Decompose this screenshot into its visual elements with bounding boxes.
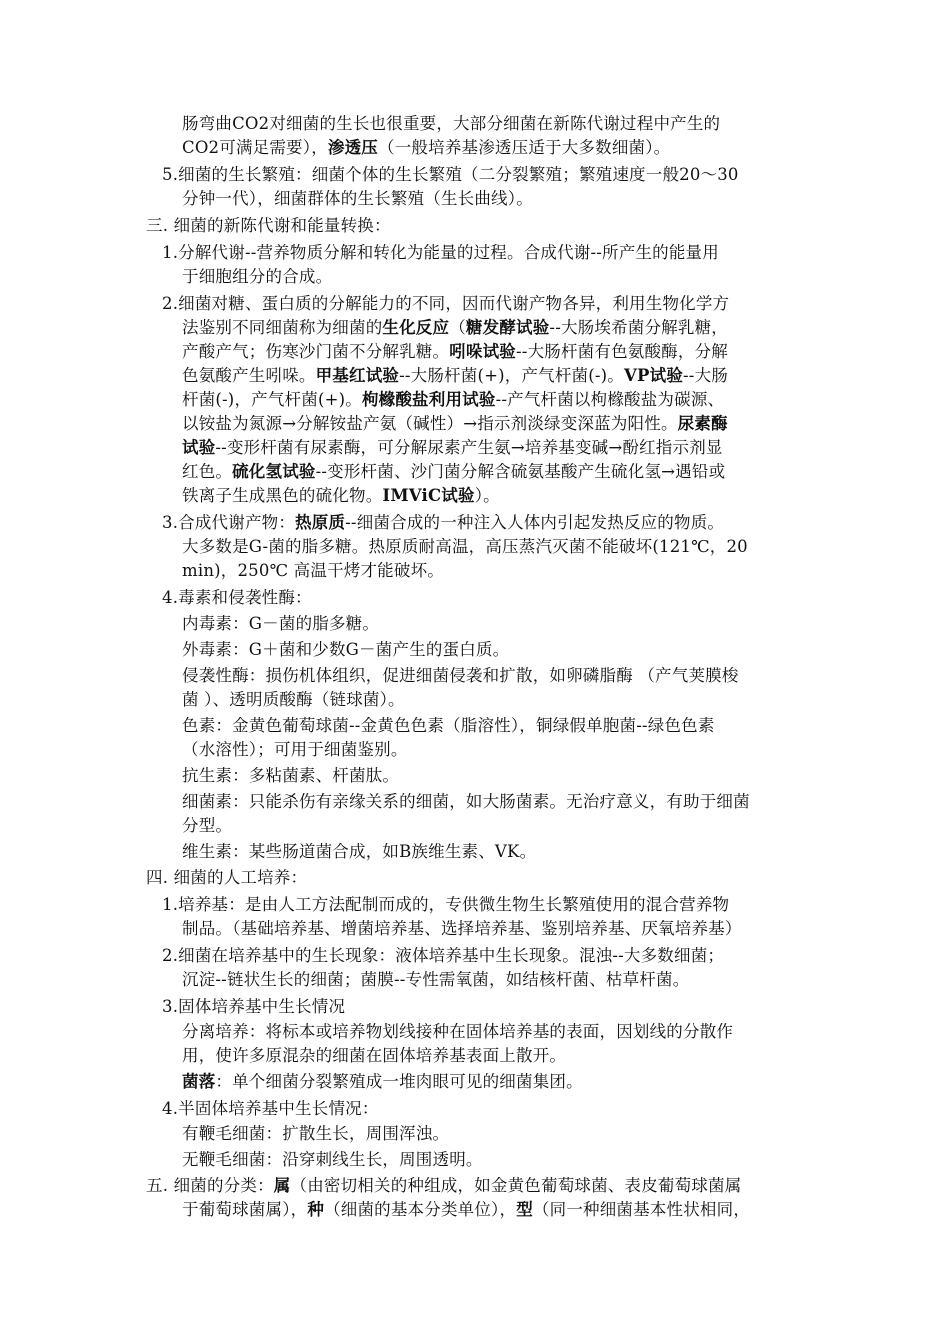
text-line (162, 511, 724, 535)
bold-term: 甲基红试验 (315, 366, 400, 385)
text-line (182, 714, 715, 738)
text-run: 内毒素：G－菌的脂多糖。 (182, 614, 380, 633)
text-line (182, 187, 533, 211)
text-line (182, 764, 399, 788)
text-run: 分离培养：将标本或培养物划线接种在固体培养基的表面，因划线的分散作 (182, 1022, 734, 1041)
text-run: 于细胞组分的合成。 (182, 267, 333, 286)
text-run: 菌 ）、透明质酸酶（链球菌）。 (182, 690, 405, 709)
text-run: min)，250℃ 高温干烤才能破坏。 (182, 561, 444, 580)
bold-term: 吲哚试验 (449, 342, 517, 361)
text-line (162, 163, 739, 187)
text-run: --变形杆菌、沙门菌分解含硫氨基酸产生硫化氢→遇铅或 (315, 462, 726, 481)
bold-term: 硫化氢试验 (232, 462, 316, 481)
text-run: 1.培养基：是由人工方法配制而成的，专供微生物生长繁殖使用的混合营养物 (162, 895, 730, 914)
bold-term: 热原质 (295, 513, 346, 532)
text-line (162, 241, 719, 265)
text-run: 侵袭性酶：损伤机体组织，促进细菌侵袭和扩散，如卵磷脂酶 （产气荚膜梭 (182, 666, 739, 685)
text-run: 五. 细菌的分类： (146, 1176, 274, 1195)
text-line (182, 1198, 750, 1222)
bold-term: 试验 (182, 438, 216, 457)
text-line (162, 995, 345, 1019)
text-run: 制品。（基础培养基、增菌培养基、选择培养基、鉴别培养基、厌氧培养基） (182, 919, 742, 938)
text-run: 2.细菌在培养基中的生长现象：液体培养基中生长现象。混浊--大多数细菌； (162, 946, 725, 965)
text-line (146, 866, 307, 890)
bold-term: 种 (307, 1200, 325, 1219)
text-run: 用，使许多原混杂的细菌在固体培养基表面上散开。 (182, 1046, 567, 1065)
text-line (182, 265, 332, 289)
text-run: ：单个细菌分裂繁殖成一堆肉眼可见的细菌集团。 (215, 1072, 583, 1091)
text-line (182, 638, 509, 662)
bold-term: VP试验 (624, 366, 684, 385)
bold-term: 生化反应 (382, 318, 450, 337)
text-line (182, 559, 444, 583)
text-line (146, 1174, 741, 1198)
text-line (182, 1070, 583, 1094)
text-run: （一般培养基渗透压适于大多数细菌）。 (378, 138, 671, 157)
text-line (182, 664, 739, 688)
bold-term: 属 (273, 1176, 291, 1195)
text-run: （细菌的基本分类单位）， (324, 1200, 517, 1219)
bold-term: 型 (516, 1200, 533, 1219)
text-run: --细菌合成的一种注入人体内引起发热反应的物质。 (345, 513, 725, 532)
bold-term: 渗透压 (327, 138, 379, 157)
text-run: 抗生素：多粘菌素、杆菌肽。 (182, 766, 400, 785)
text-run: 无鞭毛细菌：沿穿刺线生长，周围透明。 (182, 1150, 483, 1169)
text-run: --产气杆菌以枸橼酸盐为碳源、 (495, 390, 725, 409)
text-line (182, 460, 725, 484)
text-line (182, 112, 720, 136)
text-line (162, 893, 729, 917)
text-run: 大多数是G-菌的脂多糖。热原质耐高温，高压蒸汽灭菌不能破坏(121℃，20 (182, 537, 748, 556)
text-run: 色素：金黄色葡萄球菌--金黄色色素（脂溶性），铜绿假单胞菌--绿色色素 (182, 716, 715, 735)
text-run: --大肠埃希菌分解乳糖， (549, 318, 728, 337)
text-run: 3.固体培养基中生长情况 (162, 997, 346, 1016)
text-run: 沉淀--链状生长的细菌；菌膜--专性需氧菌，如结核杆菌、枯草杆菌。 (182, 970, 690, 989)
text-line (182, 1044, 566, 1068)
text-run: 5.细菌的生长繁殖：细菌个体的生长繁殖（二分裂繁殖；繁殖速度一般20～30 (162, 165, 739, 184)
text-run: --变形杆菌有尿素酶，可分解尿素产生氨→培养基变碱→酚红指示剂显 (215, 438, 723, 457)
text-line (162, 586, 312, 610)
text-line (182, 535, 748, 559)
text-line (182, 968, 689, 992)
text-run: --大肠杆菌有色氨酸酶，分解 (516, 342, 728, 361)
text-line (182, 388, 724, 412)
text-line (182, 1122, 449, 1146)
text-run: 于葡萄球菌属）， (182, 1200, 308, 1219)
text-run: 有鞭毛细菌：扩散生长，周围浑浊。 (182, 1124, 450, 1143)
text-line (182, 688, 405, 712)
bold-term: 菌落 (182, 1072, 216, 1091)
text-run: （水溶性）；可用于细菌鉴别。 (182, 740, 408, 759)
text-run: 法鉴别不同细菌称为细菌的 (182, 318, 383, 337)
text-line (162, 944, 724, 968)
text-run: 以铵盐为氮源→分解铵盐产氨（碱性）→指示剂淡绿变深蓝为阳性。 (182, 414, 678, 433)
text-line (182, 738, 408, 762)
text-run: 杆菌(-)，产气杆菌(+)。 (182, 390, 362, 409)
text-run: --大肠杆菌(+)，产气杆菌(-)。 (399, 366, 625, 385)
text-run: （同一种细菌基本性状相同， (532, 1200, 751, 1219)
bold-term: 糖发酵试验 (465, 318, 550, 337)
text-run: （ (449, 318, 466, 337)
text-run: 肠弯曲CO2对细菌的生长也很重要，大部分细菌在新陈代谢过程中产生的 (182, 114, 721, 133)
text-line (182, 136, 670, 160)
text-run: （由密切相关的种组成，如金黄色葡萄球菌、表皮葡萄球菌属 (290, 1176, 742, 1195)
text-line (182, 436, 723, 460)
text-line (182, 412, 728, 436)
text-line (182, 484, 500, 508)
text-run: 4.半固体培养基中生长情况： (162, 1099, 379, 1118)
text-line (182, 917, 742, 941)
text-line (182, 1148, 483, 1172)
text-run: 铁离子生成黑色的硫化物。 (182, 486, 383, 505)
text-run: --大肠 (683, 366, 728, 385)
text-line (182, 612, 379, 636)
text-run: 分型。 (182, 816, 233, 835)
text-line (162, 1097, 379, 1121)
text-run: 细菌素：只能杀伤有亲缘关系的细菌，如大肠菌素。无治疗意义，有助于细菌 (182, 792, 750, 811)
text-line (146, 214, 391, 238)
text-run: 1.分解代谢--营养物质分解和转化为能量的过程。合成代谢--所产生的能量用 (162, 243, 719, 262)
text-run: 三. 细菌的新陈代谢和能量转换： (146, 216, 391, 235)
text-run: 分钟一代），细菌群体的生长繁殖（生长曲线）。 (182, 189, 533, 208)
text-run: 产酸产气；伤寒沙门菌不分解乳糖。 (182, 342, 450, 361)
text-run: 红色。 (182, 462, 233, 481)
text-line (182, 814, 232, 838)
bold-term: 尿素酶 (677, 414, 728, 433)
bold-term: 枸橼酸盐利用试验 (361, 390, 496, 409)
text-line (182, 340, 728, 364)
text-line (182, 1020, 733, 1044)
text-line (182, 790, 750, 814)
text-line (162, 292, 729, 316)
text-run: CO2可满足需要）， (182, 138, 328, 157)
text-run: ）。 (474, 486, 500, 505)
text-run: 4.毒素和侵袭性酶： (162, 588, 312, 607)
text-run: 3.合成代谢产物： (162, 513, 296, 532)
text-run: 2.细菌对糖、蛋白质的分解能力的不同，因而代谢产物各异，利用生物化学方 (162, 294, 730, 313)
text-line (182, 316, 728, 340)
text-line (182, 364, 728, 388)
bold-term: IMViC试验 (382, 486, 475, 505)
text-run: 维生素：某些肠道菌合成，如B族维生素、VK。 (182, 842, 537, 861)
text-run: 外毒素：G＋菌和少数G－菌产生的蛋白质。 (182, 640, 510, 659)
text-line (182, 840, 536, 864)
text-run: 四. 细菌的人工培养： (146, 868, 308, 887)
text-run: 色氨酸产生吲哚。 (182, 366, 316, 385)
